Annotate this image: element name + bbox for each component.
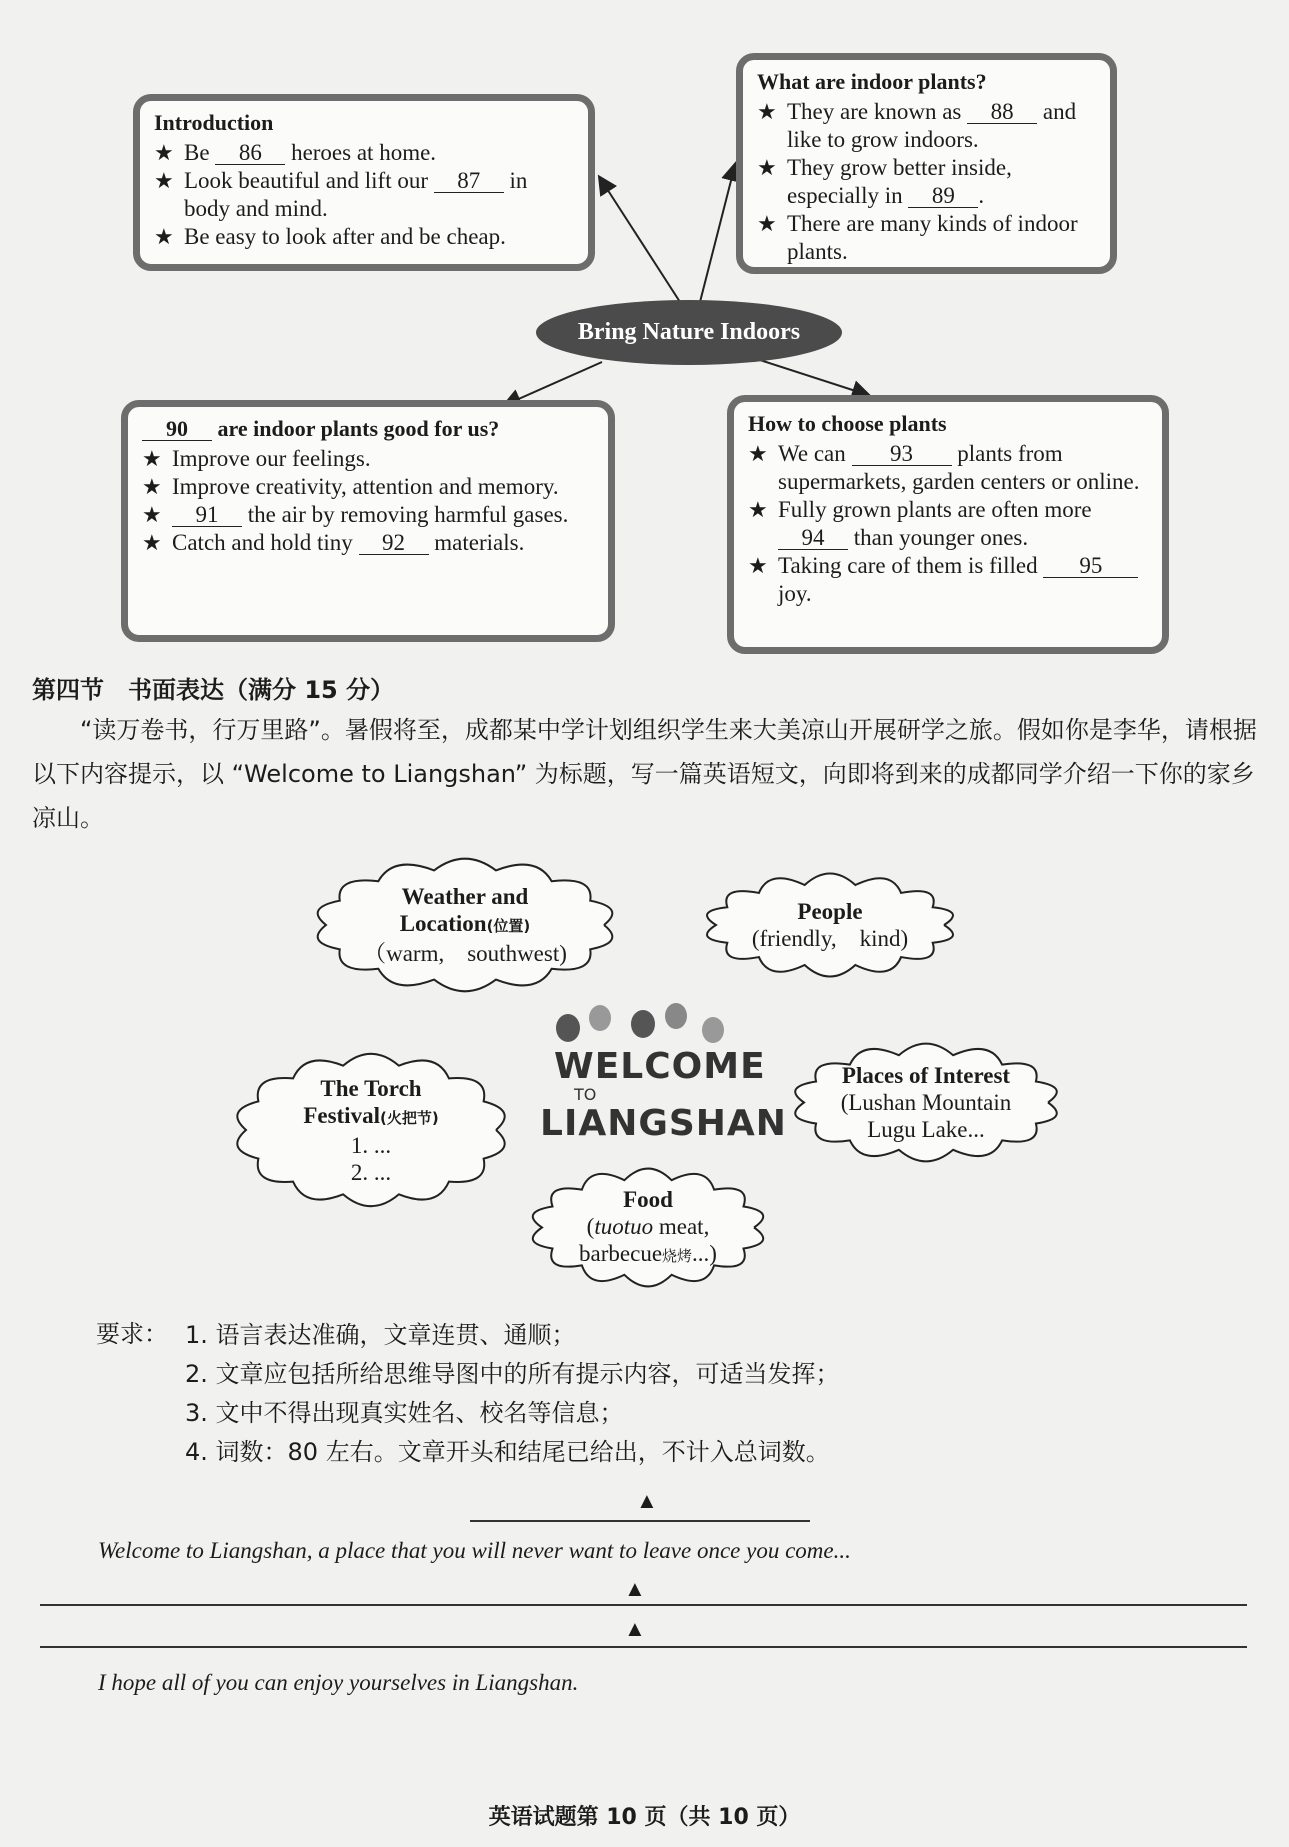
welcome-to: TO [574,1085,597,1104]
star-icon: ★ [154,168,174,193]
cloud-people [702,870,958,980]
item-text: . [978,183,985,208]
cloud-title: Festival [303,1102,380,1128]
requirements-label: 要求： [96,1320,168,1348]
item-text: materials. [434,530,525,555]
cloud-italic: tuotuo [594,1213,654,1239]
opening-sentence: Welcome to Liangshan, a place that you will never want to leave once you come... [98,1538,851,1563]
cloud-note: (火把节) [379,1108,439,1127]
writing-line[interactable] [40,1646,1247,1648]
closing-sentence: I hope all of you can enjoy yourselves in Liangshan. [98,1670,579,1695]
center-topic: Bring Nature Indoors [536,300,842,365]
list-item [757,210,1096,266]
star-icon: ★ [142,474,162,499]
requirement-item: 2. 文章应包括所给思维导图中的所有提示内容，可适当发挥； [185,1360,840,1388]
cloud-torch [232,1050,510,1210]
blank-95[interactable]: 95 [1043,555,1138,578]
item-text: Be [184,140,210,165]
blank-86[interactable]: 86 [215,142,285,165]
cloud-weather [312,855,618,995]
item-text: Catch and hold tiny [172,530,353,555]
cloud-title: Weather and [401,884,529,909]
list-item [154,223,574,251]
choose-title: How to choose plants [748,411,947,436]
balloons-icon [548,1000,748,1050]
introduction-box [133,94,595,271]
star-icon: ★ [154,140,174,165]
welcome-word: WELCOME [554,1046,766,1087]
list-item [154,167,574,223]
task-paragraph: “读万卷书，行万里路”。暑假将至，成都某中学计划组织学生来大美凉山开展研学之旅。假如你是李华，请根据以下内容提示，以 “Welcome to Liangshan” 为标题，写一篇英语短文，向即将到来的成都同学介绍一下你的家乡凉山。 [32,716,1257,832]
cloud-line: ...) [692,1240,717,1266]
item-text: joy. [778,581,812,606]
item-text: Fully grown plants are often more [778,497,1092,522]
star-icon: ★ [757,155,777,180]
item-text: than younger ones. [853,525,1029,550]
list-item [142,529,594,557]
cloud-detail: (friendly, kind) [751,926,909,951]
star-icon: ★ [142,446,162,471]
what-title: What are indoor plants? [757,69,987,94]
star-icon: ★ [748,441,768,466]
cloud-title: People [797,899,863,924]
why-title [142,415,594,443]
list-item [142,445,594,473]
cloud-line: meat, [653,1213,710,1239]
star-icon: ★ [142,502,162,527]
cloud-note: 烧烤 [662,1246,693,1265]
item-text: They grow better inside, especially in [787,155,1012,208]
list-item [757,154,1096,210]
cloud-food: Food (tuotuo meat, barbecue烧烤...) [528,1165,768,1290]
writing-line [470,1520,810,1522]
item-text: They are known as [787,99,962,124]
list-item [154,139,574,167]
requirement-item: 4. 词数：80 左右。文章开头和结尾已给出，不计入总词数。 [185,1438,830,1466]
list-item [748,440,1148,496]
list-item [757,98,1096,154]
blank-93[interactable]: 93 [852,443,952,466]
requirements-list [185,1316,840,1472]
cloud-note: (位置) [486,917,531,935]
marker-icon: ▲ [624,1616,646,1641]
blank-92[interactable]: 92 [359,532,429,555]
star-icon: ★ [154,224,174,249]
star-icon: ★ [757,99,777,124]
star-icon: ★ [757,211,777,236]
introduction-title: Introduction [154,110,274,135]
item-text: Improve our feelings. [172,446,371,471]
requirement-item: 3. 文中不得出现真实姓名、校名等信息； [185,1399,624,1427]
item-text: Look beautiful and lift our [184,168,428,193]
blank-91[interactable]: 91 [172,504,242,527]
blank-90[interactable]: 90 [142,418,212,441]
cloud-title: Places of Interest [841,1063,1011,1088]
cloud-detail: （warm, southwest) [363,941,567,966]
section-heading: 第四节 书面表达（满分 15 分） [32,676,395,704]
cloud-line: barbecue [579,1240,663,1266]
item-text: and like to grow indoors. [787,99,1077,152]
cloud-title: The Torch [320,1075,422,1101]
item-text: Improve creativity, attention and memory. [172,474,559,499]
list-item [142,473,594,501]
list-item [748,552,1148,608]
marker-icon: ▲ [624,1576,646,1601]
blank-94[interactable]: 94 [778,527,848,550]
blank-87[interactable]: 87 [434,170,504,193]
item-text: Taking care of them is filled [778,553,1038,578]
star-icon: ★ [748,497,768,522]
item-text: the air by removing harmful gases. [247,502,569,527]
choose-box [727,395,1169,654]
welcome-logo [540,1046,787,1144]
why-box [121,400,615,642]
item-text: There are many kinds of indoor plants. [787,211,1078,264]
cloud-places [790,1040,1062,1165]
cloud-line: Lugu Lake... [867,1117,985,1142]
item-text: We can [778,441,846,466]
list-item [748,496,1148,552]
item-text: heroes at home. [291,140,437,165]
cloud-title: Location [399,911,487,936]
item-text: Be easy to look after and be cheap. [184,224,506,249]
cloud-line: 1. ... [350,1132,392,1158]
writing-line[interactable] [40,1604,1247,1606]
star-icon: ★ [748,553,768,578]
what-box [736,53,1117,274]
marker-icon: ▲ [636,1488,658,1513]
list-item [142,501,594,529]
requirement-item: 1. 语言表达准确，文章连贯、通顺； [185,1321,576,1349]
item-text: in body and mind. [184,168,528,221]
star-icon: ★ [142,530,162,555]
cloud-title: Food [623,1186,673,1212]
welcome-liangshan: LIANGSHAN [540,1103,787,1144]
page-footer: 英语试题第 10 页（共 10 页） [488,1805,801,1830]
why-title-text: are indoor plants good for us? [217,416,500,441]
blank-89[interactable]: 89 [908,185,978,208]
blank-88[interactable]: 88 [967,101,1037,124]
cloud-line: (Lushan Mountain [840,1090,1012,1115]
cloud-line: 2. ... [350,1159,392,1185]
item-text: plants from supermarkets, garden centers or online. [778,441,1140,494]
